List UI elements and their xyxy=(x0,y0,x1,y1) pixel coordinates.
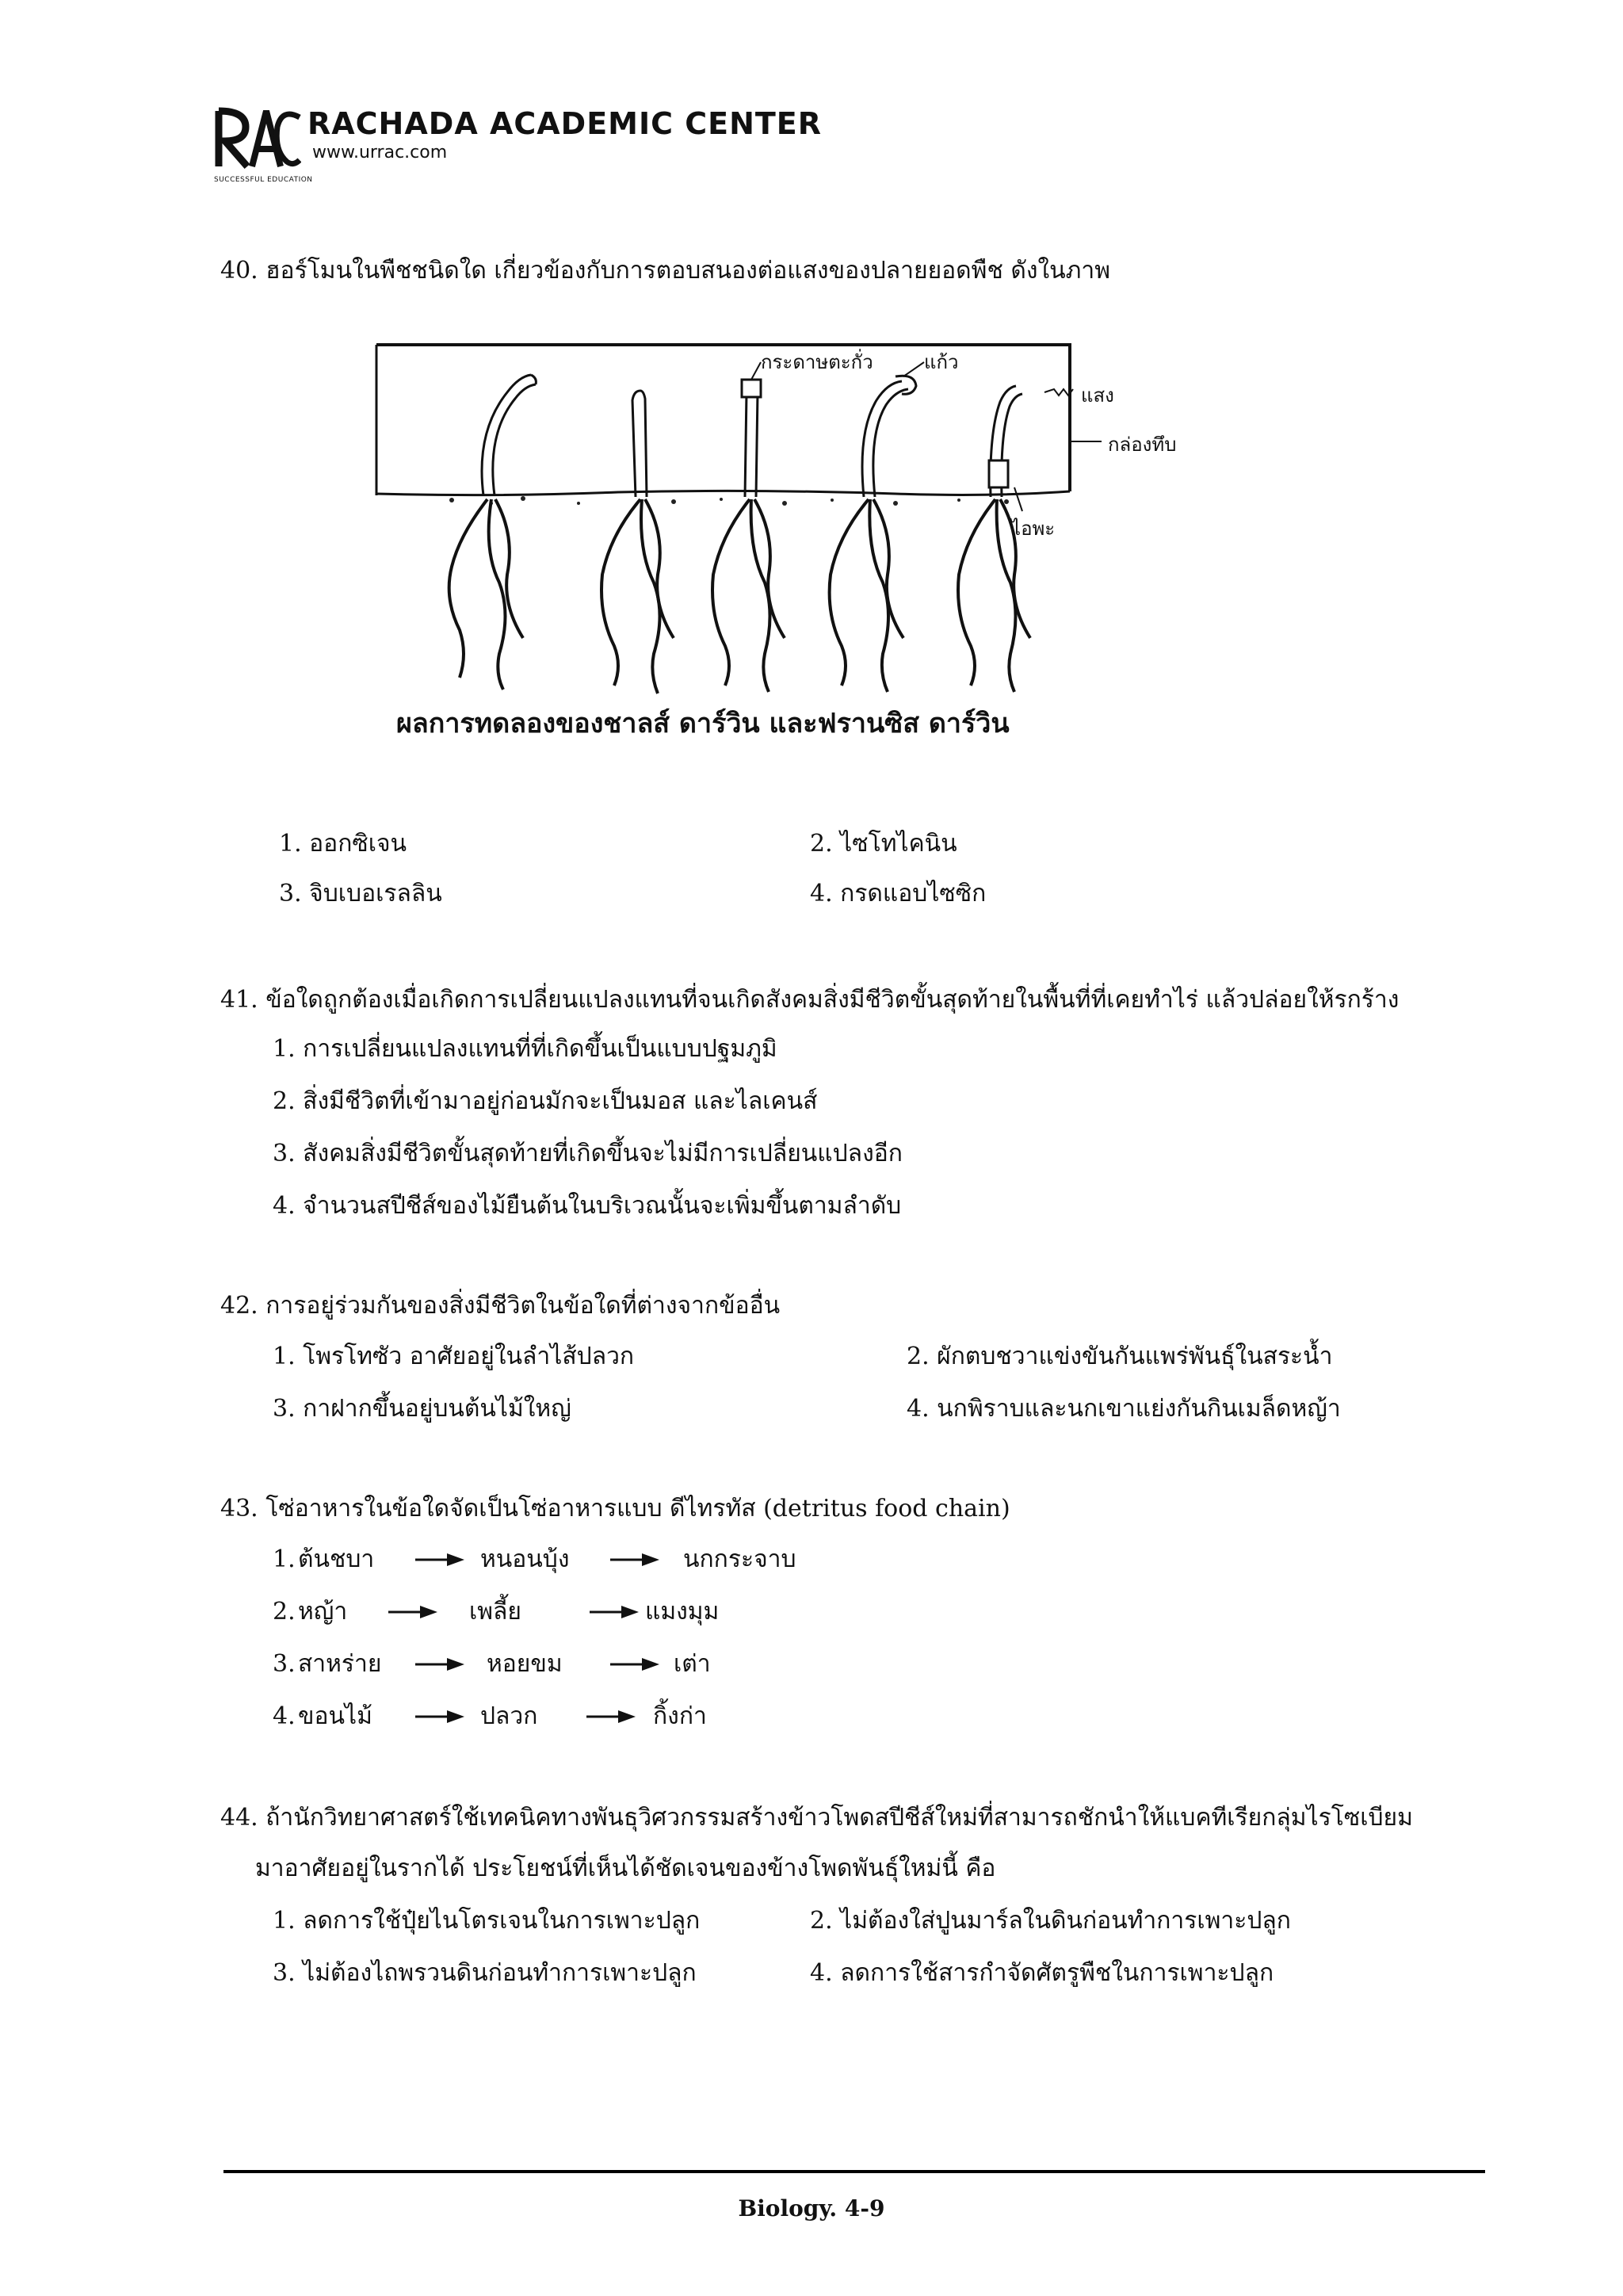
chain-organism: กิ้งก่า xyxy=(653,1702,707,1730)
q44-option-1: 1. ลดการใช้ปุ๋ยไนโตรเจนในการเพาะปลูก xyxy=(273,1907,701,1935)
brand-name: RACHADA ACADEMIC CENTER xyxy=(307,106,823,141)
arrow-right-icon xyxy=(590,1604,639,1620)
label-glass: แก้ว xyxy=(924,351,959,373)
q40-option-4: 4. กรดแอบไซซิก xyxy=(810,880,987,907)
q42-option-1: 1. โพรโทซัว อาศัยอยู่ในลำไส้ปลวก xyxy=(273,1343,635,1370)
q44-option-2: 2. ไม่ต้องใส่ปูนมาร์ลในดินก่อนทำการเพาะปลูก xyxy=(810,1907,1291,1935)
darwin-phototropism-figure xyxy=(341,313,1205,789)
figure-caption: ผลการทดลองของชาลส์ ดาร์วิน และฟรานซิส ดาร์วิน xyxy=(396,708,1010,739)
q41-option-3: 3. สังคมสิ่งมีชีวิตขั้นสุดท้ายที่เกิดขึ้นจะไม่มีการเปลี่ยนแปลงอีก xyxy=(273,1140,903,1167)
question-41: 41. ข้อใดถูกต้องเมื่อเกิดการเปลี่ยนแปลงแทนที่จนเกิดสังคมสิ่งมีชีวิตขั้นสุดท้ายในพื้นที่ที่เคยทำไร่ แล้วปล่อยให้รกร้าง xyxy=(220,986,1400,1014)
q40-option-2: 2. ไซโทไคนิน xyxy=(810,830,957,858)
arrow-right-icon xyxy=(610,1552,659,1568)
chain-organism: หอยขม xyxy=(487,1650,563,1678)
brand-tagline: SUCCESSFUL EDUCATION xyxy=(214,176,313,184)
arrow-right-icon xyxy=(415,1552,464,1568)
arrow-right-icon xyxy=(415,1656,464,1672)
chain-organism: ต้นชบา xyxy=(298,1545,375,1573)
q41-option-1: 1. การเปลี่ยนแปลงแทนที่ที่เกิดขึ้นเป็นแบบปฐมภูมิ xyxy=(273,1035,777,1063)
q44-option-3: 3. ไม่ต้องไถพรวนดินก่อนทำการเพาะปลูก xyxy=(273,1959,697,1987)
arrow-right-icon xyxy=(586,1709,636,1725)
q42-option-2: 2. ผักตบชวาแข่งขันกันแพร่พันธุ์ในสระน้ำ xyxy=(907,1343,1333,1370)
option-number: 3. xyxy=(273,1650,296,1678)
q42-option-4: 4. นกพิราบและนกเขาแย่งกันกินเมล็ดหญ้า xyxy=(907,1395,1341,1423)
label-lead-cap: กระดาษตะกั่ว xyxy=(761,351,873,373)
chain-organism: สาหร่าย xyxy=(298,1650,382,1678)
chain-organism: ปลวก xyxy=(480,1702,538,1730)
q41-option-2: 2. สิ่งมีชีวิตที่เข้ามาอยู่ก่อนมักจะเป็นมอส และไลเคนส์ xyxy=(273,1087,818,1115)
q43-option-2 xyxy=(273,1596,720,1628)
arrow-right-icon xyxy=(388,1604,437,1620)
question-44-line-1: 44. ถ้านักวิทยาศาสตร์ใช้เทคนิคทางพันธุวิศวกรรมสร้างข้าวโพดสปีชีส์ใหม่ที่สามารถชักนำให้แบคทีเรียกลุ่มไรโซเบียม xyxy=(220,1804,1413,1832)
chain-organism: ขอนไม้ xyxy=(298,1702,372,1730)
chain-organism: หนอนบุ้ง xyxy=(480,1545,570,1573)
q43-option-3 xyxy=(273,1648,711,1680)
q42-option-3: 3. กาฝากขึ้นอยู่บนต้นไม้ใหญ่ xyxy=(273,1395,571,1423)
q41-option-4: 4. จำนวนสปีชีส์ของไม้ยืนต้นในบริเวณนั้นจะเพิ่มขึ้นตามลำดับ xyxy=(273,1192,902,1220)
option-number: 2. xyxy=(273,1598,296,1626)
brand-url: www.urrac.com xyxy=(312,143,448,162)
q43-option-4 xyxy=(273,1701,707,1733)
label-box: กล่องทึบ xyxy=(1108,434,1177,456)
label-light: แสง xyxy=(1081,384,1114,407)
question-40: 40. ฮอร์โมนในพืชชนิดใด เกี่ยวข้องกับการตอบสนองต่อแสงของปลายยอดพืช ดังในภาพ xyxy=(220,257,1111,285)
arrow-right-icon xyxy=(415,1709,464,1725)
question-42: 42. การอยู่ร่วมกันของสิ่งมีชีวิตในข้อใดที่ต่างจากข้ออื่น xyxy=(220,1292,781,1320)
chain-organism: แมงมุม xyxy=(645,1598,720,1626)
chain-organism: เพลี้ย xyxy=(469,1598,521,1626)
option-number: 1. xyxy=(273,1545,296,1573)
question-43: 43. โซ่อาหารในข้อใดจัดเป็นโซ่อาหารแบบ ดีไทรทัส (detritus food chain) xyxy=(220,1495,1010,1522)
q40-option-1: 1. ออกซิเจน xyxy=(279,830,407,858)
footer-rule xyxy=(223,2170,1485,2173)
rac-logo xyxy=(214,103,301,174)
q40-option-3: 3. จิบเบอเรลลิน xyxy=(279,880,442,907)
chain-organism: นกกระจาบ xyxy=(683,1545,796,1573)
option-number: 4. xyxy=(273,1702,296,1730)
chain-organism: เต่า xyxy=(674,1650,711,1678)
q43-option-1 xyxy=(273,1544,796,1576)
q44-option-4: 4. ลดการใช้สารกำจัดศัตรูพืชในการเพาะปลูก xyxy=(810,1959,1274,1987)
page-label: Biology. 4-9 xyxy=(738,2195,885,2222)
chain-organism: หญ้า xyxy=(298,1598,348,1626)
question-44-line-2: มาอาศัยอยู่ในรากได้ ประโยชน์ที่เห็นได้ชัดเจนของข้างโพดพันธุ์ใหม่นี้ คือ xyxy=(255,1855,996,1882)
arrow-right-icon xyxy=(610,1656,659,1672)
label-mica: ไอพะ xyxy=(1011,518,1056,540)
